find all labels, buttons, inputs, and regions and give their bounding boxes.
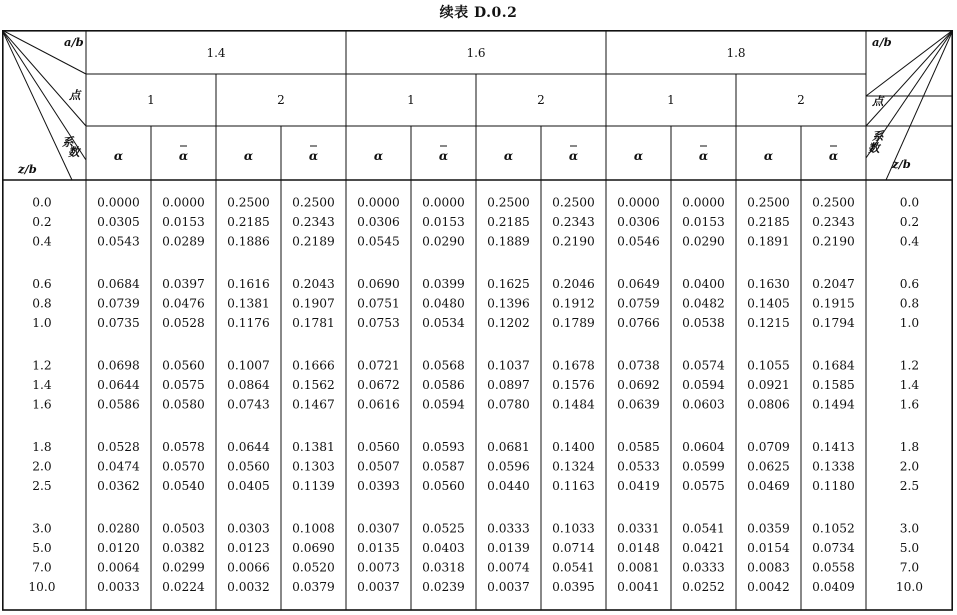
table-cell: 0.0644 xyxy=(97,378,140,392)
row-label-z: 5.0 xyxy=(32,541,52,555)
table-cell: 0.0541 xyxy=(552,560,595,575)
row-label-z: 0.4 xyxy=(32,234,52,249)
corner-label-ab: a/b xyxy=(872,35,892,49)
table-cell: 0.1781 xyxy=(292,316,335,330)
table-cell: 0.0528 xyxy=(162,316,205,330)
table-cell: 0.1886 xyxy=(227,234,270,249)
ab-group-header: 1.4 xyxy=(206,46,226,60)
corner-diagonal xyxy=(2,30,72,180)
table-cell: 0.0560 xyxy=(162,358,205,373)
table-cell: 0.0594 xyxy=(422,397,465,412)
row-label-z: 3.0 xyxy=(32,521,52,536)
table-cell: 0.0333 xyxy=(487,521,530,536)
table-cell: 0.1915 xyxy=(812,296,855,311)
table-cell: 0.0299 xyxy=(162,560,205,575)
coef-header: α xyxy=(698,149,709,163)
coef-header: α xyxy=(373,149,384,163)
row-label-z-right: 1.8 xyxy=(899,440,920,454)
table-cell: 0.0540 xyxy=(162,479,205,493)
table-cell: 0.0400 xyxy=(682,277,725,291)
table-cell: 0.0421 xyxy=(682,541,725,555)
table-cell: 0.2046 xyxy=(552,277,595,291)
table-cell: 0.2500 xyxy=(812,195,855,210)
table-cell: 0.0000 xyxy=(97,195,140,210)
coef-header: α xyxy=(243,149,254,163)
table-cell: 0.0306 xyxy=(617,215,660,229)
table-cell: 0.0639 xyxy=(617,397,660,412)
row-label-z: 1.8 xyxy=(32,440,52,454)
table-cell: 0.0533 xyxy=(617,459,660,474)
table-cell: 0.0037 xyxy=(487,580,530,594)
table-cell: 0.0289 xyxy=(162,234,205,249)
table-cell: 0.0525 xyxy=(422,521,465,536)
table-cell: 0.0239 xyxy=(422,580,465,594)
table-cell: 0.2043 xyxy=(292,277,335,291)
point-header: 2 xyxy=(537,93,545,107)
table-cell: 0.2185 xyxy=(487,215,530,229)
table-cell: 0.0734 xyxy=(812,541,855,555)
table-cell: 0.0575 xyxy=(682,479,725,493)
table-cell: 0.0393 xyxy=(357,479,400,493)
table-cell: 0.0073 xyxy=(357,560,400,575)
table-cell: 0.0000 xyxy=(617,195,660,210)
table-cell: 0.1052 xyxy=(812,521,855,536)
table-cell: 0.1616 xyxy=(227,277,270,291)
table-cell: 0.0153 xyxy=(682,215,725,229)
table-cell: 0.0032 xyxy=(227,580,270,594)
table-cell: 0.0545 xyxy=(357,234,400,249)
table-cell: 0.2185 xyxy=(747,215,790,229)
table-cell: 0.0403 xyxy=(422,541,465,555)
row-label-z: 1.6 xyxy=(32,397,52,412)
table-cell: 0.0560 xyxy=(227,459,270,474)
table-grid xyxy=(2,30,953,611)
table-cell: 0.0359 xyxy=(747,521,790,536)
table-cell: 0.0690 xyxy=(357,277,400,291)
table-cell: 0.1007 xyxy=(227,358,270,373)
ab-group-header: 1.6 xyxy=(466,46,486,60)
table-cell: 0.0806 xyxy=(747,397,790,412)
table-cell: 0.1338 xyxy=(812,459,855,474)
table-cell: 0.1381 xyxy=(292,440,335,454)
table-cell: 0.0000 xyxy=(682,195,725,210)
table-cell: 0.1889 xyxy=(487,234,530,249)
table-cell: 0.2047 xyxy=(812,277,855,291)
table-cell: 0.0154 xyxy=(747,541,790,555)
table-cell: 0.0419 xyxy=(617,479,660,493)
row-label-z-right: 3.0 xyxy=(899,521,920,536)
table-cell: 0.0603 xyxy=(682,397,725,412)
table-cell: 0.0541 xyxy=(682,521,725,536)
row-label-z-right: 1.0 xyxy=(899,316,920,330)
table-cell: 0.0081 xyxy=(617,560,660,575)
table-cell: 0.0586 xyxy=(422,378,465,392)
table-cell: 0.0672 xyxy=(357,378,400,392)
table-cell: 0.2343 xyxy=(812,215,855,229)
table-cell: 0.1494 xyxy=(812,397,855,412)
table-cell: 0.0042 xyxy=(747,580,790,594)
table-cell: 0.0625 xyxy=(747,459,790,474)
table-cell: 0.2343 xyxy=(292,215,335,229)
row-label-z-right: 7.0 xyxy=(899,560,920,575)
table-cell: 0.0318 xyxy=(422,560,465,575)
table-cell: 0.0709 xyxy=(747,440,790,454)
table-border xyxy=(3,31,952,610)
table-cell: 0.0546 xyxy=(617,234,660,249)
table-cell: 0.0395 xyxy=(552,580,595,594)
table-cell: 0.1666 xyxy=(292,358,335,373)
table-cell: 0.1678 xyxy=(552,358,595,373)
table-cell: 0.0780 xyxy=(487,397,530,412)
coef-header: α xyxy=(828,149,839,163)
corner-label-point: 点 xyxy=(69,88,81,102)
corner-label-coef: 数 xyxy=(868,141,880,155)
table-cell: 0.0405 xyxy=(227,479,270,493)
table-cell: 0.1400 xyxy=(552,440,595,454)
table-cell: 0.0649 xyxy=(617,277,660,291)
corner-label-coef: 数 xyxy=(68,145,80,159)
corner-label-zb: z/b xyxy=(18,162,37,176)
ab-group-header: 1.8 xyxy=(726,46,746,60)
coef-header: α xyxy=(503,149,514,163)
point-header: 1 xyxy=(407,93,415,107)
table-cell: 0.0120 xyxy=(97,541,140,555)
row-label-z-right: 1.4 xyxy=(899,378,920,392)
table-cell: 0.1033 xyxy=(552,521,595,536)
table-cell: 0.0578 xyxy=(162,440,205,454)
table-cell: 0.0379 xyxy=(292,580,335,594)
row-label-z: 0.6 xyxy=(32,277,52,291)
table-cell: 0.0560 xyxy=(422,479,465,493)
table-cell: 0.0520 xyxy=(292,560,335,575)
table-cell: 0.1907 xyxy=(292,296,335,311)
table-cell: 0.0290 xyxy=(422,234,465,249)
table-cell: 0.1789 xyxy=(552,316,595,330)
table-cell: 0.1625 xyxy=(487,277,530,291)
table-cell: 0.0000 xyxy=(422,195,465,210)
table-cell: 0.0735 xyxy=(97,316,140,330)
table-cell: 0.1215 xyxy=(747,316,790,330)
table-cell: 0.1396 xyxy=(487,296,530,311)
corner-label-point: 点 xyxy=(872,94,884,108)
row-label-z-right: 0.8 xyxy=(899,296,920,311)
table-cell: 0.2189 xyxy=(292,234,335,249)
corner-label-coef: 系 xyxy=(872,129,884,143)
table-cell: 0.0362 xyxy=(97,479,140,493)
table-cell: 0.1405 xyxy=(747,296,790,311)
table-cell: 0.0575 xyxy=(162,378,205,392)
table-cell: 0.1055 xyxy=(747,358,790,373)
table-cell: 0.0290 xyxy=(682,234,725,249)
table-cell: 0.0305 xyxy=(97,215,140,229)
table-cell: 0.0507 xyxy=(357,459,400,474)
table-cell: 0.0148 xyxy=(617,541,660,555)
row-label-z: 0.0 xyxy=(32,195,52,210)
table-cell: 0.0534 xyxy=(422,316,465,330)
table-cell: 0.0000 xyxy=(357,195,400,210)
table-cell: 0.0690 xyxy=(292,541,335,555)
row-label-z-right: 1.2 xyxy=(899,358,920,373)
table-cell: 0.1912 xyxy=(552,296,595,311)
table-cell: 0.0037 xyxy=(357,580,400,594)
row-label-z: 10.0 xyxy=(28,580,56,594)
table-cell: 0.2343 xyxy=(552,215,595,229)
table-cell: 0.0474 xyxy=(97,459,140,474)
table-cell: 0.1467 xyxy=(292,397,335,412)
row-label-z: 2.5 xyxy=(32,479,52,493)
table-cell: 0.0644 xyxy=(227,440,270,454)
table-cell: 0.1794 xyxy=(812,316,855,330)
table-cell: 0.0558 xyxy=(812,560,855,575)
table-cell: 0.1630 xyxy=(747,277,790,291)
table-cell: 0.0897 xyxy=(487,378,530,392)
table-cell: 0.1303 xyxy=(292,459,335,474)
table-cell: 0.0692 xyxy=(617,378,660,392)
point-header: 2 xyxy=(797,93,805,107)
table-cell: 0.0000 xyxy=(162,195,205,210)
table-cell: 0.1585 xyxy=(812,378,855,392)
row-label-z-right: 2.0 xyxy=(899,459,920,474)
table-cell: 0.0135 xyxy=(357,541,400,555)
table-cell: 0.0153 xyxy=(422,215,465,229)
table-cell: 0.0476 xyxy=(162,296,205,311)
table-cell: 0.0698 xyxy=(97,358,140,373)
table-cell: 0.0599 xyxy=(682,459,725,474)
table-cell: 0.1139 xyxy=(292,479,335,493)
coef-header: α xyxy=(633,149,644,163)
table-cell: 0.0482 xyxy=(682,296,725,311)
row-label-z: 1.2 xyxy=(32,358,52,373)
table-cell: 0.0224 xyxy=(162,580,205,594)
table-cell: 0.2500 xyxy=(487,195,530,210)
table-cell: 0.0586 xyxy=(97,397,140,412)
table-cell: 0.0921 xyxy=(747,378,790,392)
table-cell: 0.0066 xyxy=(227,560,270,575)
table-cell: 0.1324 xyxy=(552,459,595,474)
coef-header: α xyxy=(308,149,319,163)
table-cell: 0.1202 xyxy=(487,316,530,330)
table-cell: 0.1576 xyxy=(552,378,595,392)
corner-label-ab: a/b xyxy=(64,35,84,49)
table-cell: 0.0560 xyxy=(357,440,400,454)
row-label-z: 0.2 xyxy=(32,215,52,229)
table-cell: 0.0766 xyxy=(617,316,660,330)
table-cell: 0.0064 xyxy=(97,560,140,575)
table-cell: 0.0681 xyxy=(487,440,530,454)
row-label-z-right: 0.4 xyxy=(899,234,920,249)
table-cell: 0.2185 xyxy=(227,215,270,229)
table-cell: 0.0041 xyxy=(617,580,660,594)
row-label-z-right: 10.0 xyxy=(895,580,924,594)
table-cell: 0.0074 xyxy=(487,560,530,575)
row-label-z-right: 2.5 xyxy=(899,479,920,493)
table-cell: 0.1381 xyxy=(227,296,270,311)
point-header: 1 xyxy=(147,93,155,107)
table-cell: 0.0543 xyxy=(97,234,140,249)
table-cell: 0.0382 xyxy=(162,541,205,555)
table-cell: 0.0469 xyxy=(747,479,790,493)
table-cell: 0.0568 xyxy=(422,358,465,373)
table-cell: 0.0593 xyxy=(422,440,465,454)
coef-header: α xyxy=(178,149,189,163)
table-cell: 0.0033 xyxy=(97,580,140,594)
table-cell: 0.0738 xyxy=(617,358,660,373)
row-label-z: 7.0 xyxy=(32,560,52,575)
table-cell: 0.1562 xyxy=(292,378,335,392)
row-label-z: 1.0 xyxy=(32,316,52,330)
row-label-z-right: 0.0 xyxy=(899,195,920,210)
table-cell: 0.1163 xyxy=(552,479,595,493)
table-cell: 0.0083 xyxy=(747,560,790,575)
row-label-z-right: 1.6 xyxy=(899,397,920,412)
table-cell: 0.0587 xyxy=(422,459,465,474)
table-cell: 0.2500 xyxy=(552,195,595,210)
row-label-z: 1.4 xyxy=(32,378,52,392)
table-cell: 0.1180 xyxy=(812,479,855,493)
table-cell: 0.0604 xyxy=(682,440,725,454)
table-cell: 0.0714 xyxy=(552,541,595,555)
table-cell: 0.0440 xyxy=(487,479,530,493)
table-cell: 0.1891 xyxy=(747,234,790,249)
row-label-z-right: 0.2 xyxy=(899,215,920,229)
table-cell: 0.0528 xyxy=(97,440,140,454)
row-label-z: 0.8 xyxy=(32,296,52,311)
table-cell: 0.2500 xyxy=(747,195,790,210)
table-cell: 0.0743 xyxy=(227,397,270,412)
table-cell: 0.0721 xyxy=(357,358,400,373)
table-cell: 0.0153 xyxy=(162,215,205,229)
table-cell: 0.0480 xyxy=(422,296,465,311)
table-cell: 0.1413 xyxy=(812,440,855,454)
table-cell: 0.1008 xyxy=(292,521,335,536)
coef-header: α xyxy=(763,149,774,163)
table-cell: 0.1037 xyxy=(487,358,530,373)
table-cell: 0.0739 xyxy=(97,296,140,311)
table-cell: 0.1684 xyxy=(812,358,855,373)
table-cell: 0.0751 xyxy=(357,296,400,311)
table-cell: 0.0399 xyxy=(422,277,465,291)
table-cell: 0.0684 xyxy=(97,277,140,291)
table-cell: 0.1484 xyxy=(552,397,595,412)
table-cell: 0.0759 xyxy=(617,296,660,311)
row-label-z: 2.0 xyxy=(32,459,52,474)
table-cell: 0.0139 xyxy=(487,541,530,555)
table-cell: 0.0538 xyxy=(682,316,725,330)
table-title: 续表 D.0.2 xyxy=(439,5,518,21)
coef-header: α xyxy=(438,149,449,163)
coef-header: α xyxy=(568,149,579,163)
corner-label-zb: z/b xyxy=(892,157,911,171)
table-cell: 0.2500 xyxy=(227,195,270,210)
table-cell: 0.2190 xyxy=(812,234,855,249)
coef-header: α xyxy=(113,149,124,163)
table-cell: 0.2190 xyxy=(552,234,595,249)
point-header: 1 xyxy=(667,93,675,107)
table-cell: 0.0252 xyxy=(682,580,725,594)
table-cell: 0.1176 xyxy=(227,316,270,330)
row-label-z-right: 0.6 xyxy=(899,277,920,291)
corner-label-coef: 系 xyxy=(62,135,74,149)
table-cell: 0.0585 xyxy=(617,440,660,454)
table-cell: 0.0397 xyxy=(162,277,205,291)
table-cell: 0.0307 xyxy=(357,521,400,536)
table-cell: 0.0280 xyxy=(97,521,140,536)
table-cell: 0.0753 xyxy=(357,316,400,330)
table-cell: 0.0570 xyxy=(162,459,205,474)
table-cell: 0.0409 xyxy=(812,580,855,594)
table-cell: 0.0123 xyxy=(227,541,270,555)
table-cell: 0.0303 xyxy=(227,521,270,536)
table-cell: 0.0580 xyxy=(162,397,205,412)
coefficient-table xyxy=(2,30,953,611)
table-cell: 0.0333 xyxy=(682,560,725,575)
table-cell: 0.2500 xyxy=(292,195,335,210)
point-header: 2 xyxy=(277,93,285,107)
row-label-z-right: 5.0 xyxy=(899,541,920,555)
table-cell: 0.0616 xyxy=(357,397,400,412)
table-cell: 0.0306 xyxy=(357,215,400,229)
table-cell: 0.0864 xyxy=(227,378,270,392)
table-cell: 0.0594 xyxy=(682,378,725,392)
table-cell: 0.0503 xyxy=(162,521,205,536)
table-cell: 0.0574 xyxy=(682,358,725,373)
table-cell: 0.0331 xyxy=(617,521,660,536)
table-cell: 0.0596 xyxy=(487,459,530,474)
